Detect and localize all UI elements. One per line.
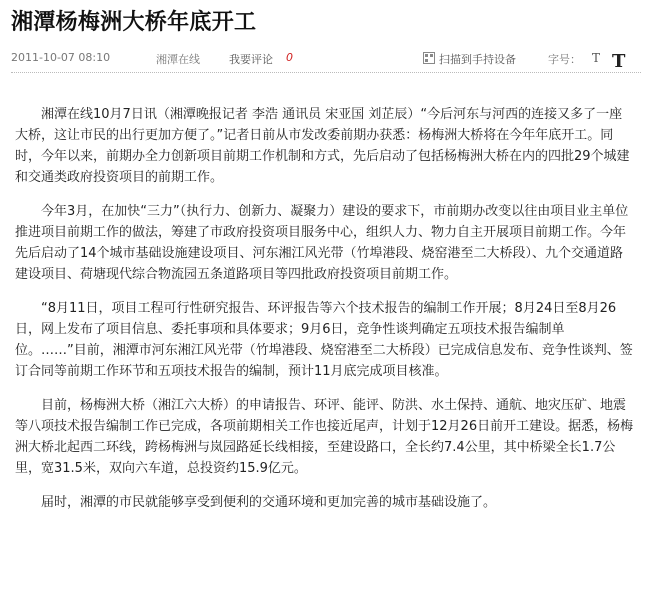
publish-date: 2011-10-07 08:10: [11, 51, 111, 64]
source-label: 湘潭在线: [156, 53, 200, 66]
comment-count[interactable]: 0: [286, 51, 293, 64]
paragraph-2: 今年3月，在加快“三力”（执行力、创新力、凝聚力）建设的要求下，市前期办改变以往由项目业主单位推进项目前期工作的做法，筹建了市政府投资项目服务中心，组织人力、物力自主开展项目前期工作。今年先后启动了14个城市基础设施建设项目、河东湘江风光带（竹埠港段、烧窑港至二大桥段）、九个交通道路建设项目、荷塘现代综合物流园五条道路项目等四批政府投资项目前期工作。: [15, 204, 629, 282]
header-divider: [11, 72, 641, 73]
font-small-button[interactable]: T: [592, 51, 601, 65]
paragraph-5: 届时，湘潭的市民就能够享受到便利的交通环境和更加完善的城市基础设施了。: [41, 495, 497, 510]
paragraph-3: “8月11日，项目工程可行性研究报告、环评报告等六个技术报告的编制工作开展；8月24日至8月26日，网上发布了项目信息、委托事项和具体要求；9月6日，竞争性谈判确定五项技术报告编制单位。……”目前，湘潭市河东湘江风光带（竹埠港段、烧窑港至二大桥段）已完成信息发布、竞争性谈判、签订合同等前期工作环节和五项技术报告的编制，预计11月底完成项目核准。: [15, 301, 633, 379]
font-size-label: 字号：: [548, 53, 581, 66]
comment-link[interactable]: 我要评论: [229, 53, 273, 66]
article-meta-bar: [11, 48, 641, 70]
paragraph-1: 湘潭在线10月7日讯（湘潭晚报记者 李浩 通讯员 宋亚国 刘芷辰）“今后河东与河西的连接又多了一座大桥，这让市民的出行更加方便了。”记者日前从市发改委前期办获悉：杨梅洲大桥将在今年年底开工。同时，今年以来，前期办全力创新项目前期工作机制和方式，先后启动了包括杨梅洲大桥在内的四批29个城建和交通类政府投资项目的前期工作。: [15, 107, 630, 185]
scan-to-device-link[interactable]: [423, 51, 516, 67]
scan-label: 扫描到手持设备: [439, 53, 516, 66]
font-large-button[interactable]: T: [612, 51, 626, 72]
paragraph-4: 目前，杨梅洲大桥（湘江六大桥）的申请报告、环评、能评、防洪、水土保持、通航、地灾压矿、地震等八项技术报告编制工作已完成，各项前期相关工作也接近尾声，计划于12月26日前开工建设。据悉，杨梅洲大桥北起西二环线，跨杨梅洲与岚园路延长线相接，至建设路口，全长约7.4公里，其中桥梁全长1.7公里，宽31.5米，双向六车道，总投资约15.9亿元。: [15, 398, 634, 476]
article-body: [15, 104, 635, 526]
article-title: 湘潭杨梅洲大桥年底开工: [11, 10, 257, 35]
qr-code-icon: [423, 52, 435, 64]
